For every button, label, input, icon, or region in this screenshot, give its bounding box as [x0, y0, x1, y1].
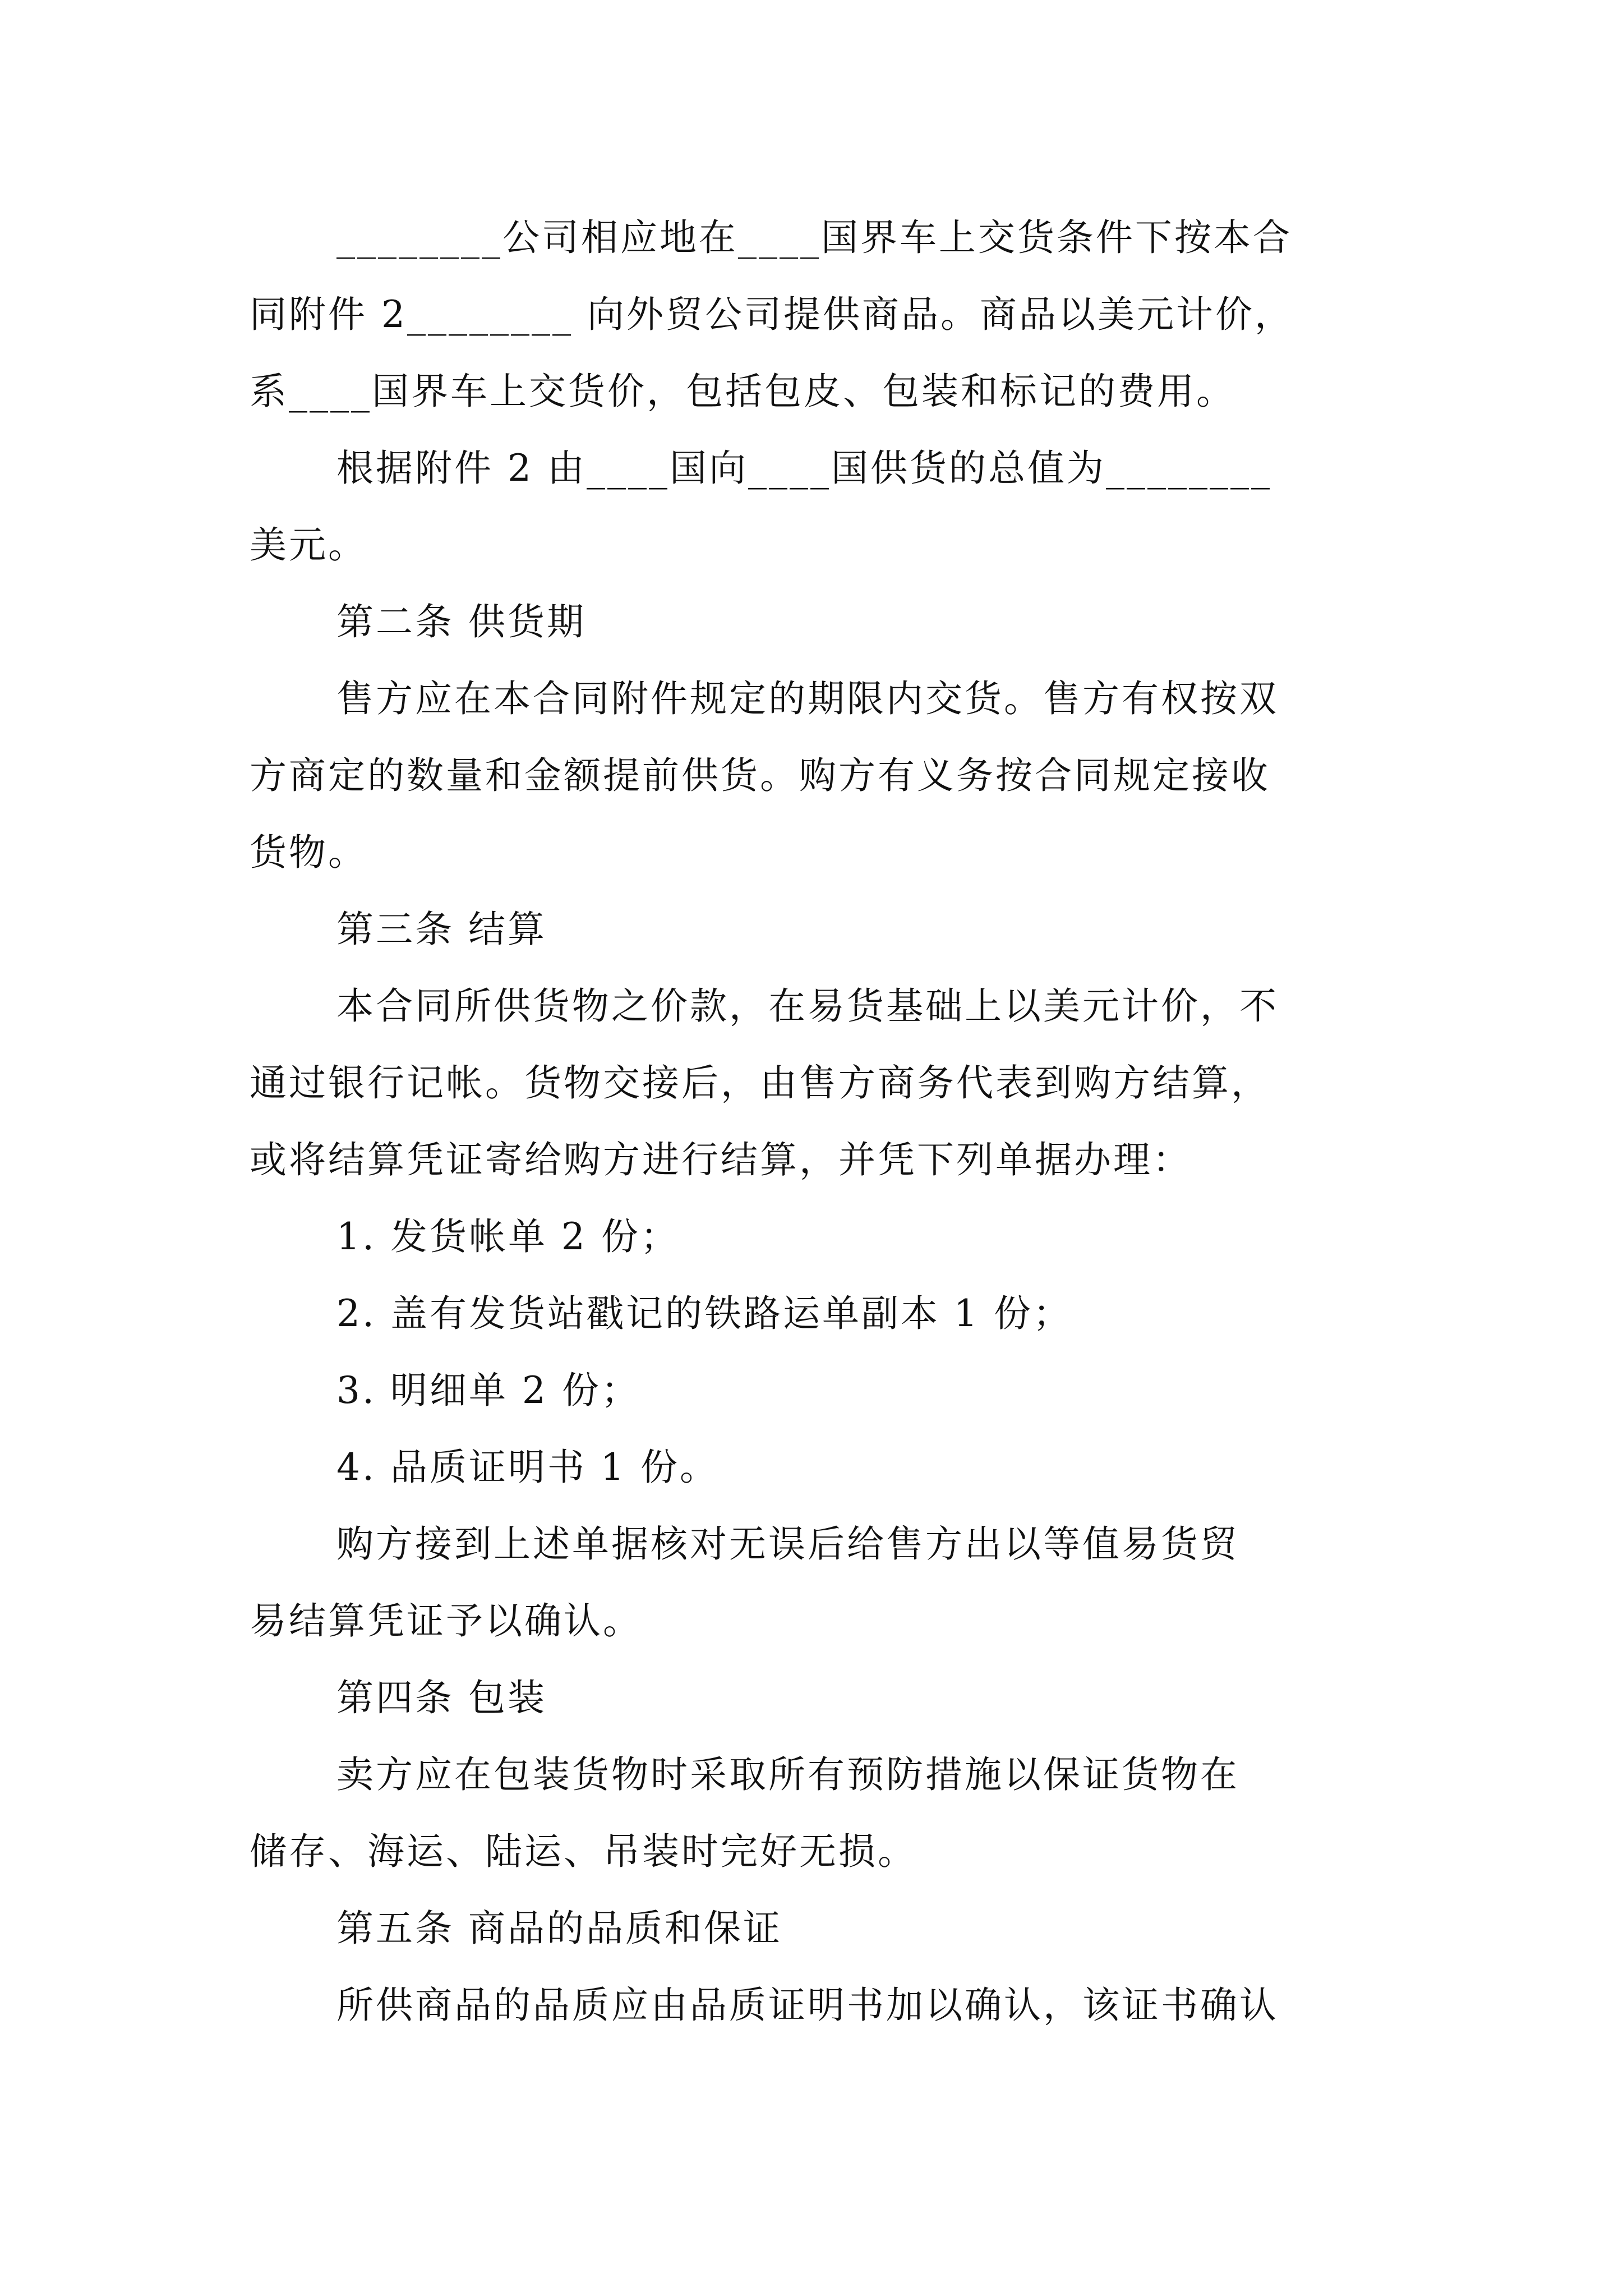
paragraph-line: 易结算凭证予以确认。 — [250, 1599, 642, 1642]
article-heading: 第二条 供货期 — [336, 600, 586, 643]
list-item: 3. 明细单 2 份； — [336, 1369, 640, 1412]
paragraph-line: 通过银行记帐。货物交接后，由售方商务代表到购方结算， — [250, 1061, 1270, 1105]
paragraph-line: 系____国界车上交货价，包括包皮、包装和标记的费用。 — [250, 370, 1235, 413]
article-heading: 第五条 商品的品质和保证 — [336, 1907, 782, 1950]
paragraph-line: 卖方应在包装货物时采取所有预防措施以保证货物在 — [336, 1753, 1239, 1796]
paragraph-line: 购方接到上述单据核对无误后给售方出以等值易货贸 — [336, 1522, 1239, 1566]
paragraph-line: 同附件 2________ 向外贸公司提供商品。商品以美元计价， — [250, 293, 1294, 336]
paragraph-line: 售方应在本合同附件规定的期限内交货。售方有权按双 — [336, 677, 1279, 720]
contract-text — [250, 199, 1377, 2044]
list-item: 2. 盖有发货站戳记的铁路运单副本 1 份； — [336, 1292, 1072, 1335]
paragraph-line: 美元。 — [250, 523, 367, 567]
paragraph-line: 本合同所供货物之价款，在易货基础上以美元计价，不 — [336, 984, 1279, 1028]
paragraph-line: 或将结算凭证寄给购方进行结算，并凭下列单据办理： — [250, 1138, 1192, 1181]
list-item: 4. 品质证明书 1 份。 — [336, 1446, 719, 1489]
article-heading: 第四条 包装 — [336, 1676, 547, 1719]
paragraph-line: 所供商品的品质应由品质证明书加以确认，该证书确认 — [336, 1984, 1279, 2027]
list-item: 1. 发货帐单 2 份； — [336, 1215, 680, 1258]
paragraph-line: 储存、海运、陆运、吊装时完好无损。 — [250, 1830, 917, 1873]
paragraph-line: 货物。 — [250, 831, 367, 874]
article-heading: 第三条 结算 — [336, 908, 547, 951]
paragraph-line: 方商定的数量和金额提前供货。购方有义务按合同规定接收 — [250, 754, 1270, 797]
paragraph-line: 根据附件 2 由____国向____国供货的总值为________ — [336, 447, 1272, 490]
paragraph-line: ________公司相应地在____国界车上交货条件下按本合 — [336, 216, 1292, 259]
